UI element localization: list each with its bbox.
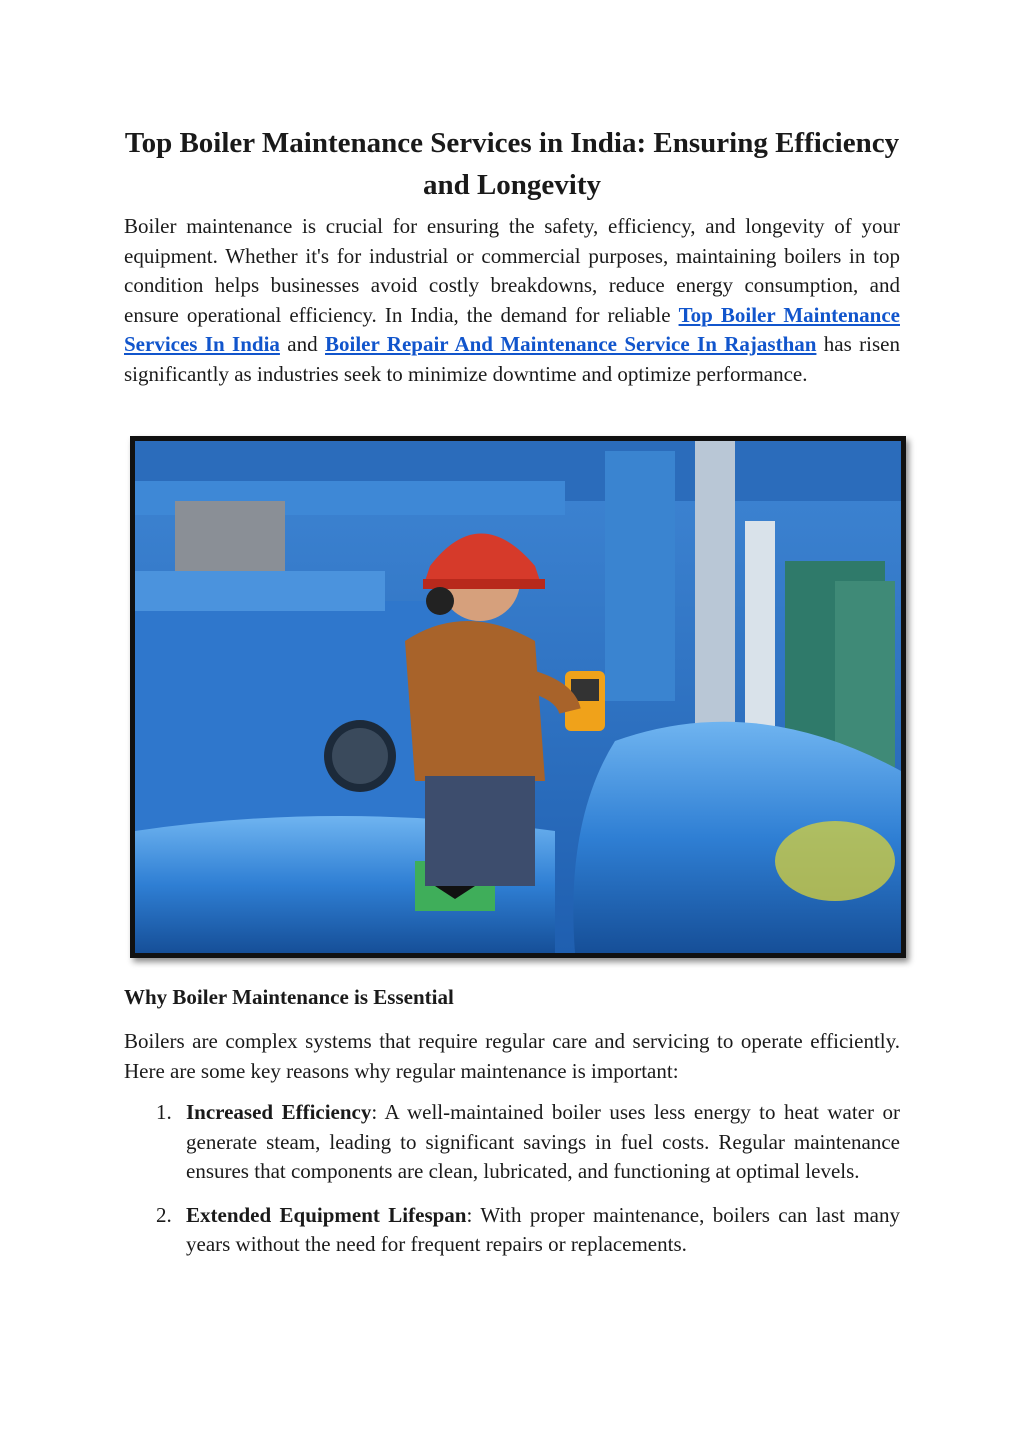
section-heading: Why Boiler Maintenance is Essential [124, 985, 454, 1009]
intro-text-end: has risen significantly as industries seek to minimize downtime and optimize performance. [124, 332, 900, 386]
boiler-technician-photo [130, 436, 906, 958]
list-item-term: Increased Efficiency [186, 1100, 372, 1124]
list-item-term: Extended Equipment Lifespan [186, 1202, 467, 1227]
list-item [124, 1098, 900, 1187]
reasons-list [124, 1098, 900, 1274]
link-top-boiler-maintenance-services-india[interactable]: Top Boiler Maintenance Services In India [124, 302, 900, 356]
list-item-text: : A well-maintained boiler uses less energy to heat water or generate steam, leading to significant savings in fuel costs. Regular maintenance ensures that components are clean, lubricated, and functioning at optimal levels. [186, 1100, 900, 1183]
list-item [124, 1201, 900, 1260]
list-item-text: : With proper maintenance, boilers can last many years without the need for frequent repairs or replacements. [186, 1202, 900, 1256]
intro-text-start: Boiler maintenance is crucial for ensuring the safety, efficiency, and longevity of your equipment. Whether it's for industrial or commercial purposes, maintaining boilers in top condition helps businesses avoid costly breakdowns, reduce energy consumption, and ensure operational efficiency. In India, the demand for reliable [124, 214, 900, 327]
list-item-number: 1. [156, 1100, 172, 1124]
intro-text-and: and [279, 332, 325, 356]
link-boiler-repair-rajasthan[interactable]: Boiler Repair And Maintenance Service In Rajasthan [325, 332, 817, 356]
intro-paragraph [124, 212, 900, 389]
page-title: Top Boiler Maintenance Services in India: Ensuring Efficiency and Longevity [124, 127, 900, 201]
boiler-room-illustration [135, 441, 901, 953]
list-item-number: 2. [156, 1202, 172, 1227]
section-lead-paragraph: Boilers are complex systems that require regular care and servicing to operate efficiently. Here are some key reasons why regular maintenance is important: [124, 1029, 900, 1083]
